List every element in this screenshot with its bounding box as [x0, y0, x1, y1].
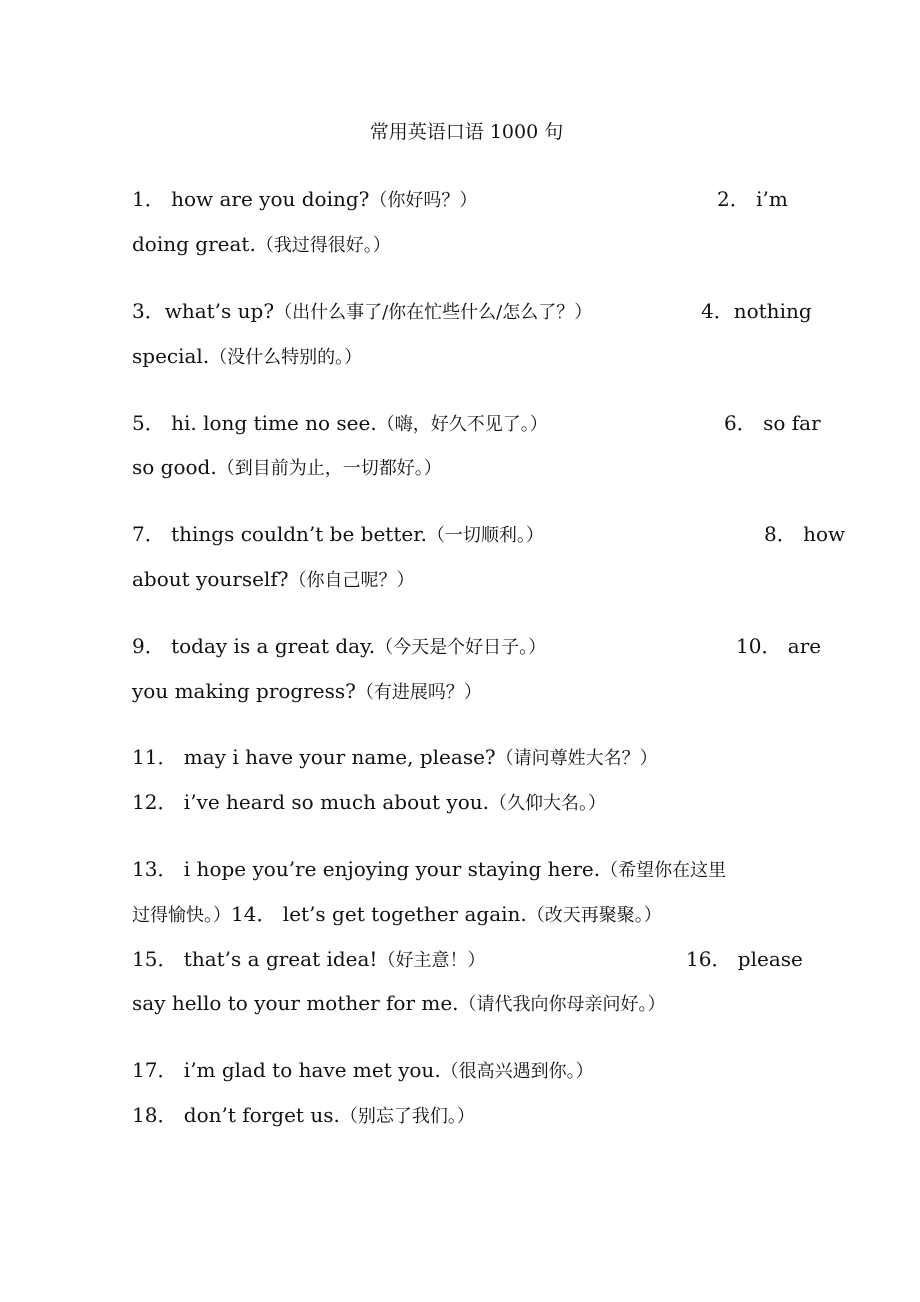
phrase-english: 1． how are you doing?: [132, 187, 370, 211]
phrase-chinese: （你自己呢？）: [288, 570, 415, 591]
phrase-chinese: 过得愉快。）: [132, 905, 231, 926]
phrase-line: [132, 408, 548, 440]
phrase-line: [132, 742, 658, 774]
phrase-chinese: （久仰大名。）: [488, 793, 606, 814]
phrase-chinese: （出什么事了/你在忙些什么/怎么了？）: [274, 302, 593, 323]
phrase-english: 4．nothing: [701, 299, 812, 323]
phrase-line-right: [686, 944, 803, 974]
phrase-english: 5． hi. long time no see.: [132, 411, 377, 435]
phrase-line: [132, 452, 442, 484]
phrase-english: 6． so far: [724, 411, 821, 435]
phrase-line: [132, 564, 414, 596]
phrase-line-right: [717, 184, 788, 214]
phrase-english: about yourself?: [132, 567, 289, 591]
phrase-english: 15． that’s a great idea!: [132, 947, 378, 971]
phrase-chinese: （别忘了我们。）: [339, 1106, 475, 1127]
phrase-chinese: （我过得很好。）: [255, 235, 391, 256]
phrase-english: special.: [132, 344, 210, 368]
phrase-line: [132, 1055, 594, 1087]
phrase-line-right: [764, 519, 845, 549]
phrase-chinese: （希望你在这里: [600, 860, 727, 881]
phrase-english: doing great.: [132, 232, 256, 256]
phrase-english: 12． i’ve heard so much about you.: [132, 790, 489, 814]
phrase-line: [132, 1100, 475, 1132]
phrase-chinese: （请问尊姓大名？）: [495, 748, 658, 769]
phrase-english: 17． i’m glad to have met you.: [132, 1058, 441, 1082]
phrase-english: 14． let’s get together again.: [231, 902, 527, 926]
phrase-english: 3．what’s up?: [132, 299, 275, 323]
phrase-english: 16． please: [686, 947, 803, 971]
phrase-chinese: （没什么特别的。）: [209, 347, 363, 368]
phrase-chinese: （好主意！）: [377, 950, 486, 971]
phrase-english: 18． don’t forget us.: [132, 1103, 340, 1127]
phrase-english: 2． i’m: [717, 187, 788, 211]
phrase-line: [132, 988, 666, 1020]
phrase-english: say hello to your mother for me.: [132, 991, 459, 1015]
phrase-english: so good.: [132, 455, 217, 479]
phrase-chinese: （一切顺利。）: [426, 525, 544, 546]
phrase-chinese: （很高兴遇到你。）: [440, 1061, 594, 1082]
phrase-english: 7． things couldn’t be better.: [132, 522, 427, 546]
phrase-line: [132, 341, 362, 373]
phrase-line: [132, 787, 606, 819]
phrase-line-right: [736, 631, 821, 661]
phrase-chinese: （嗨，好久不见了。）: [376, 414, 548, 435]
phrase-line: [132, 519, 544, 551]
phrase-line: [132, 229, 391, 261]
phrase-line-right: [701, 296, 812, 326]
phrase-english: 10． are: [736, 634, 822, 658]
phrase-chinese: （有进展吗？）: [355, 682, 482, 703]
phrase-chinese: （请代我向你母亲问好。）: [458, 994, 666, 1015]
phrase-line: [132, 184, 477, 216]
phrase-line: [132, 944, 485, 976]
phrase-line: [132, 296, 592, 328]
phrase-chinese: （你好吗？）: [369, 190, 478, 211]
phrase-line: [132, 899, 662, 931]
phrase-line: [132, 854, 726, 886]
phrase-chinese: （改天再聚聚。）: [526, 905, 662, 926]
phrase-english: 11． may i have your name, please?: [132, 745, 496, 769]
phrase-chinese: （今天是个好日子。）: [375, 637, 547, 658]
phrase-line-right: [724, 408, 821, 438]
phrase-chinese: （到目前为止，一切都好。）: [216, 458, 442, 479]
phrase-english: you making progress?: [132, 679, 356, 703]
phrase-english: 8． how: [764, 522, 846, 546]
phrase-english: 9． today is a great day.: [132, 634, 376, 658]
page-title: 常用英语口语 1000 句: [369, 121, 564, 143]
phrase-english: 13． i hope you’re enjoying your staying here.: [132, 857, 601, 881]
phrase-line: [132, 676, 482, 708]
phrase-line: [132, 631, 546, 663]
